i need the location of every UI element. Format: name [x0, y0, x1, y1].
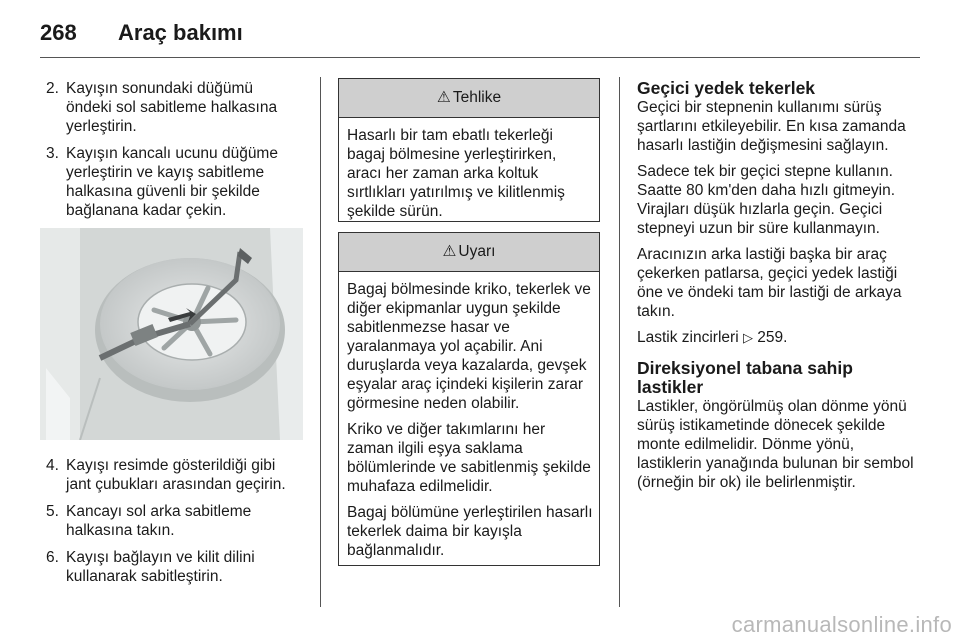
column-divider	[320, 77, 321, 607]
watermark: carmanualsonline.info	[731, 612, 952, 637]
step-number: 2.	[46, 80, 59, 97]
cross-reference	[637, 328, 915, 347]
step-item	[40, 79, 302, 136]
page-ref-icon: ▷	[742, 330, 753, 345]
step-number: 5.	[46, 503, 59, 520]
page-title: Araç bakımı	[118, 20, 243, 45]
step-text: Kayışın kancalı ucunu düğüme yerleştirin ve kayış sabitleme halkasına güvenli bir şekilde bağlanana kadar çekin.	[66, 145, 278, 219]
step-text: Kancayı sol arka sabitleme halkasına takın.	[66, 503, 252, 539]
step-item	[40, 144, 302, 220]
step-item	[40, 456, 302, 494]
step-number: 4.	[46, 457, 59, 474]
steps-list-top	[40, 79, 302, 220]
page-number: 268	[40, 20, 77, 45]
cross-reference-label: Lastik zincirleri	[637, 329, 739, 346]
danger-paragraph: Hasarlı bir tam ebatlı tekerleği bagaj bölmesine yerleştirirken, aracı her zaman arka koltuk sırtlıkları yatırılmış ve kilitlenmiş şekilde sürün.	[347, 127, 565, 220]
danger-box	[338, 78, 600, 222]
danger-box-header	[339, 79, 599, 118]
step-item	[40, 548, 302, 586]
column-divider	[619, 77, 620, 607]
warning-box-header	[339, 233, 599, 272]
spare-wheel-illustration	[40, 228, 303, 440]
warning-triangle-icon: ⚠	[442, 243, 457, 260]
body-paragraph: Lastikler, öngörülmüş olan dönme yönü sürüş istikametinde dönecek şekilde monte edilmelidir. Dönme yönü, lastiklerin yanağında bulunan bir sembol (örneğin bir ok) ile belirlenmiştir.	[637, 398, 914, 491]
column-right	[637, 79, 915, 499]
warning-box	[338, 232, 600, 566]
spare-wheel-drawing	[40, 228, 303, 440]
body-paragraph: Sadece tek bir geçici stepne kullanın. Saatte 80 km'den daha hızlı gitmeyin. Virajları düşük hızlarla geçin. Geçici stepneyi uzun bir süre kullanmayın.	[637, 163, 895, 237]
warning-paragraph: Bagaj bölmesinde kriko, tekerlek ve diğer ekipmanlar uygun şekilde sabitlenmezse hasar ve yaralanmaya yol açabilir. Ani duruşlarda veya kazalarda, gevşek eşyalar araç içindeki kişilerin zarar görmesine neden olabilir.	[347, 281, 591, 412]
step-number: 6.	[46, 549, 59, 566]
page-header	[40, 16, 243, 50]
warning-paragraph: Bagaj bölümüne yerleştirilen hasarlı tekerlek daima bir kayışla bağlanmalıdır.	[347, 504, 593, 559]
section-heading: Direksiyonel tabana sahip lastikler	[637, 358, 853, 397]
header-rule	[40, 57, 920, 58]
danger-box-title: Tehlike	[452, 89, 502, 106]
step-text: Kayışın sonundaki düğümü öndeki sol sabitleme halkasına yerleştirin.	[66, 80, 278, 135]
warning-box-body	[339, 272, 599, 568]
step-item	[40, 502, 302, 540]
warning-triangle-icon: ⚠	[436, 89, 451, 106]
step-text: Kayışı bağlayın ve kilit dilini kullanarak sabitleştirin.	[66, 549, 255, 585]
danger-box-body	[339, 118, 599, 229]
step-text: Kayışı resimde gösterildiği gibi jant çubukları arasından geçirin.	[66, 457, 286, 493]
body-paragraph: Aracınızın arka lastiği başka bir araç çekerken patlarsa, geçici yedek lastiği öne ve öndeki tam bir lastiği de arkaya takın.	[637, 246, 902, 320]
body-paragraph: Geçici bir stepnenin kullanımı sürüş şartlarını etkileyebilir. En kısa zamanda hasarlı lastiğin değişmesini sağlayın.	[637, 99, 906, 154]
column-left	[40, 79, 302, 594]
warning-paragraph: Kriko ve diğer takımlarını her zaman ilgili eşya saklama bölümlerinde ve sabitlenmiş şekilde muhafaza edilmelidir.	[347, 421, 591, 495]
section-heading: Geçici yedek tekerlek	[637, 78, 816, 98]
steps-list-bottom	[40, 456, 302, 586]
warning-box-title: Uyarı	[458, 243, 496, 260]
step-number: 3.	[46, 145, 59, 162]
cross-reference-page[interactable]: 259.	[757, 329, 788, 346]
